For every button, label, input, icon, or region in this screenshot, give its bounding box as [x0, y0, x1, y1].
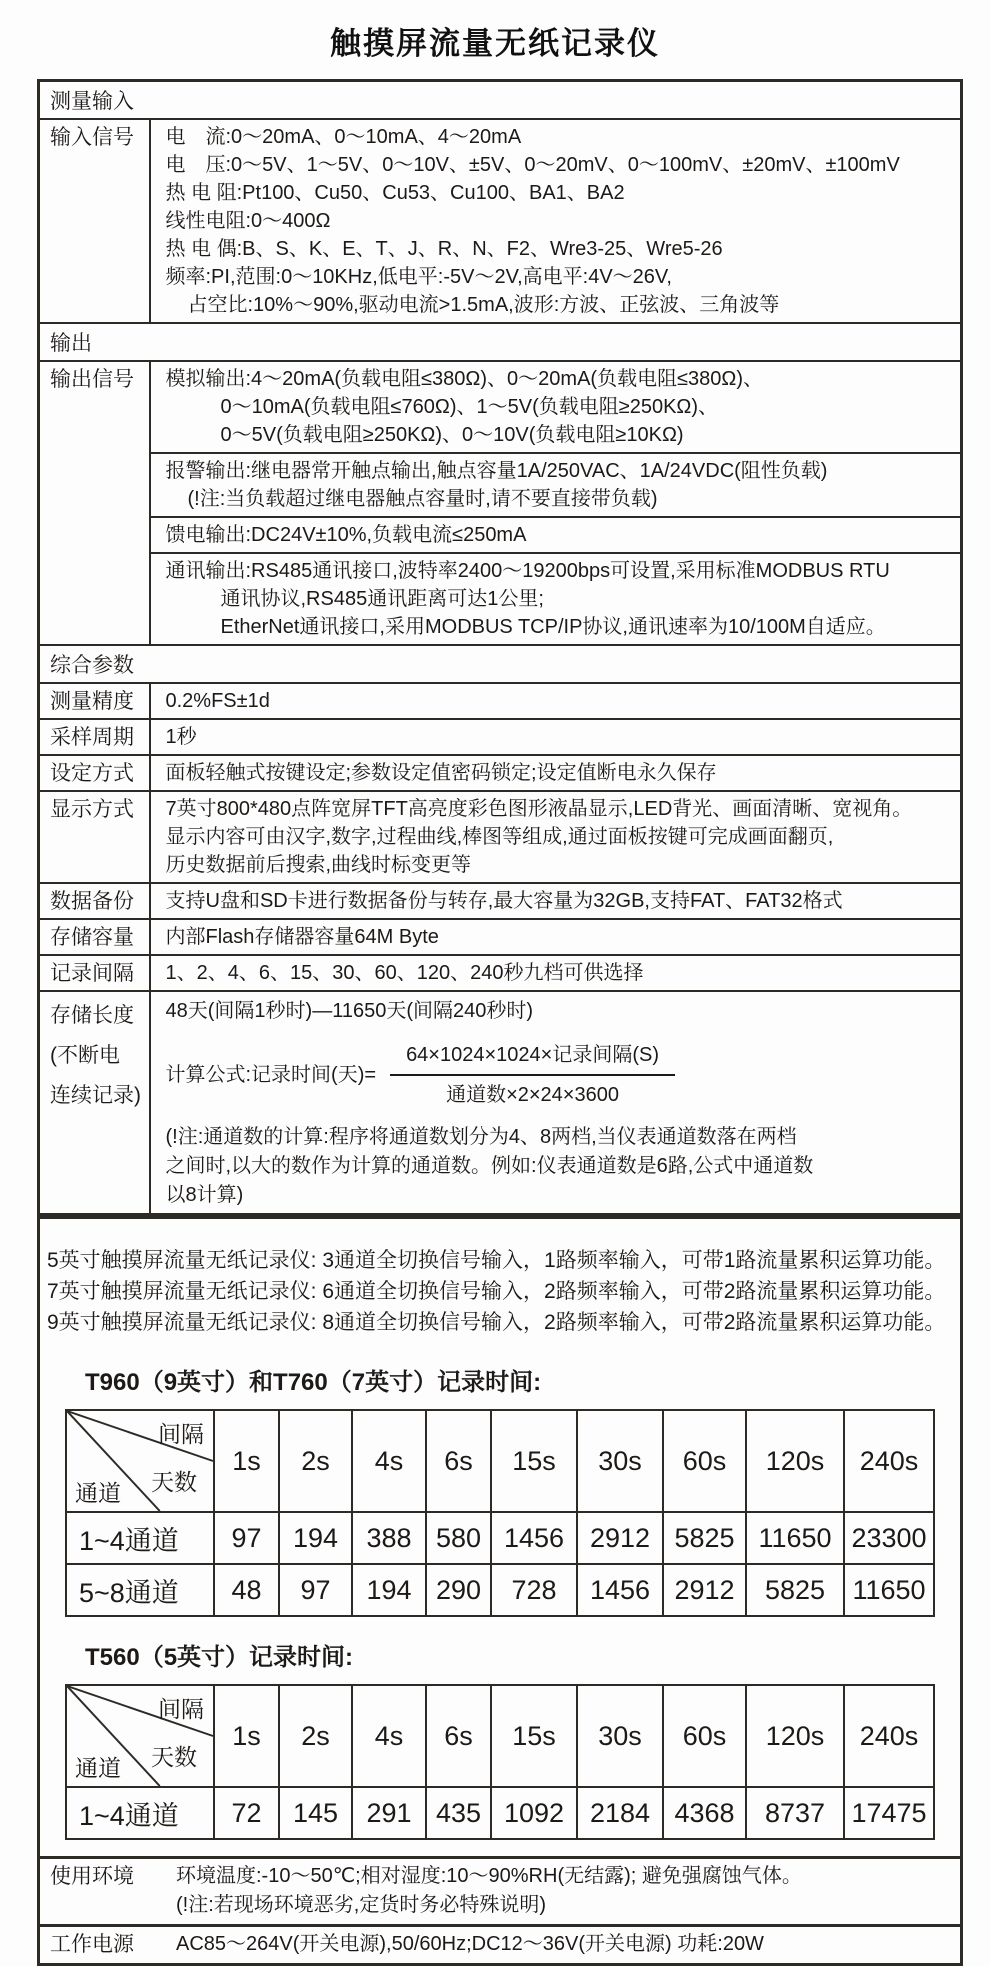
interval-header: 4s — [352, 1685, 426, 1787]
days-value: 194 — [352, 1564, 426, 1616]
storage-label-line: 存储长度 — [50, 1004, 134, 1027]
display-content — [150, 791, 962, 883]
environment-cell — [39, 1858, 962, 1926]
days-value: 580 — [426, 1512, 491, 1564]
days-value: 291 — [352, 1787, 426, 1839]
capacity-value: 内部Flash存储器容量64M Byte — [150, 919, 962, 955]
formula-denominator: 通道数×2×24×3600 — [446, 1084, 619, 1106]
interval-header: 1s — [214, 1410, 279, 1512]
row-input-signal — [39, 119, 962, 323]
days-value: 728 — [491, 1564, 577, 1616]
formula-prefix: 计算公式:记录时间(天)= — [165, 1064, 377, 1086]
analog-output-line: 0～5V(负载电阻≥250KΩ)、0～10V(负载电阻≥10KΩ) — [220, 424, 684, 446]
page-title: 触摸屏流量无纸记录仪 — [330, 26, 660, 61]
recording-table-t960-t760 — [65, 1409, 935, 1617]
sampling-label: 采样周期 — [39, 719, 150, 755]
days-value: 2184 — [577, 1787, 663, 1839]
corner-label-days: 天数 — [151, 1744, 197, 1770]
comm-output-line: 通讯协议,RS485通讯距离可达1公里; — [220, 588, 544, 610]
row-environment — [39, 1858, 962, 1926]
input-signal-line: 电 压:0～5V、1～5V、0～10V、±5V、0～20mV、0～100mV、±20mV、±100mV — [165, 154, 900, 176]
days-value: 1456 — [491, 1512, 577, 1564]
interval-header: 240s — [844, 1685, 934, 1787]
row-output-alarm — [39, 453, 962, 517]
interval-label: 记录间隔 — [39, 955, 150, 991]
backup-value: 支持U盘和SD卡进行数据备份与转存,最大容量为32GB,支持FAT、FAT32格式 — [150, 883, 962, 919]
accuracy-value: 0.2%FS±1d — [150, 683, 962, 719]
days-value: 4368 — [663, 1787, 746, 1839]
interval-header: 15s — [491, 1685, 577, 1787]
environment-content — [161, 1859, 802, 1924]
interval-header: 120s — [746, 1685, 844, 1787]
days-value: 145 — [279, 1787, 352, 1839]
diagonal-header-cell — [66, 1685, 214, 1787]
display-label: 显示方式 — [39, 791, 150, 883]
power-label: 工作电源 — [50, 1933, 134, 1956]
interval-header: 30s — [577, 1410, 663, 1512]
table-row — [66, 1787, 934, 1839]
input-signal-content — [150, 119, 962, 323]
input-signal-line: 热 电 阻:Pt100、Cu50、Cu53、Cu100、BA1、BA2 — [165, 182, 625, 204]
models-cell — [39, 1218, 962, 1858]
diagonal-header-cell — [66, 1410, 214, 1512]
corner-label-days: 天数 — [151, 1469, 197, 1495]
days-value: 5825 — [663, 1512, 746, 1564]
power-cell — [39, 1926, 962, 1965]
model-line-9inch: 9英寸触摸屏流量无纸记录仪: 8通道全切换信号输入，2路频率输入，可带2路流量累积运算功能。 — [47, 1311, 946, 1334]
days-value: 2912 — [663, 1564, 746, 1616]
sampling-value: 1秒 — [150, 719, 962, 755]
formula-numerator: 64×1024×1024×记录间隔(S) — [390, 1041, 675, 1076]
row-display — [39, 791, 962, 883]
recording-table-header-row — [66, 1685, 934, 1787]
row-accuracy — [39, 683, 962, 719]
days-value: 23300 — [844, 1512, 934, 1564]
storage-length-label — [39, 991, 150, 1215]
storage-label-line: (不断电 — [50, 1044, 120, 1067]
model-line-7inch: 7英寸触摸屏流量无纸记录仪: 6通道全切换信号输入，2路频率输入，可带2路流量累积运算功能。 — [47, 1280, 946, 1303]
interval-header: 60s — [663, 1685, 746, 1787]
section-row-measure-input — [39, 81, 962, 120]
setting-label: 设定方式 — [39, 755, 150, 791]
interval-header: 60s — [663, 1410, 746, 1512]
storage-note-line: 之间时,以大的数作为计算的通道数。例如:仪表通道数是6路,公式中通道数 — [165, 1155, 814, 1177]
row-interval — [39, 955, 962, 991]
input-signal-label: 输入信号 — [39, 119, 150, 323]
backup-label: 数据备份 — [39, 883, 150, 919]
corner-label-channel: 通道 — [75, 1755, 121, 1781]
interval-header: 2s — [279, 1685, 352, 1787]
section-row-general — [39, 645, 962, 683]
days-value: 194 — [279, 1512, 352, 1564]
setting-value: 面板轻触式按键设定;参数设定值密码锁定;设定值断电永久保存 — [150, 755, 962, 791]
section-header-output: 输出 — [39, 323, 962, 361]
output-signal-label: 输出信号 — [39, 361, 150, 645]
interval-header: 6s — [426, 1410, 491, 1512]
input-signal-line: 电 流:0～20mA、0～10mA、4～20mA — [165, 126, 522, 148]
interval-header: 1s — [214, 1685, 279, 1787]
section-header-measure-input: 测量输入 — [39, 81, 962, 120]
comm-output-line: EtherNet通讯接口,采用MODBUS TCP/IP协议,通讯速率为10/100M自适应。 — [220, 616, 886, 638]
interval-header: 4s — [352, 1410, 426, 1512]
days-value: 1092 — [491, 1787, 577, 1839]
row-storage-length — [39, 991, 962, 1215]
section-row-output — [39, 323, 962, 361]
accuracy-label: 测量精度 — [39, 683, 150, 719]
table-row — [66, 1512, 934, 1564]
row-capacity — [39, 919, 962, 955]
table-row — [66, 1564, 934, 1616]
section-header-general: 综合参数 — [39, 645, 962, 683]
row-setting — [39, 755, 962, 791]
days-value: 435 — [426, 1787, 491, 1839]
corner-label-interval: 间隔 — [158, 1696, 204, 1722]
spec-table — [37, 79, 963, 1216]
display-line: 历史数据前后搜索,曲线时标变更等 — [165, 854, 472, 876]
channel-row-label: 1~4通道 — [66, 1512, 214, 1564]
days-value: 17475 — [844, 1787, 934, 1839]
lower-table — [37, 1216, 963, 1966]
storage-label-line: 连续记录) — [50, 1084, 141, 1107]
channel-row-label: 1~4通道 — [66, 1787, 214, 1839]
alarm-output-content — [150, 453, 962, 517]
days-value: 11650 — [844, 1564, 934, 1616]
days-value: 388 — [352, 1512, 426, 1564]
storage-note-line: 以8计算) — [165, 1184, 244, 1206]
interval-header: 30s — [577, 1685, 663, 1787]
comm-output-line: 通讯输出:RS485通讯接口,波特率2400～19200bps可设置,采用标准MODBUS RTU — [165, 560, 890, 582]
alarm-output-line: 报警输出:继电器常开触点输出,触点容量1A/250VAC、1A/24VDC(阻性负载) — [165, 460, 828, 482]
analog-output-line: 0～10mA(负载电阻≤760Ω)、1～5V(负载电阻≥250KΩ)、 — [220, 396, 719, 418]
days-value: 97 — [214, 1512, 279, 1564]
display-line: 显示内容可由汉字,数字,过程曲线,棒图等组成,通过面板按键可完成画面翻页, — [165, 826, 834, 848]
days-value: 2912 — [577, 1512, 663, 1564]
input-signal-line: 频率:PI,范围:0～10KHz,低电平:-5V～2V,高电平:4V～26V, — [165, 266, 672, 288]
row-sampling — [39, 719, 962, 755]
row-models-and-tables — [39, 1218, 962, 1858]
row-output-analog — [39, 361, 962, 453]
interval-header: 2s — [279, 1410, 352, 1512]
formula-fraction — [390, 1041, 675, 1109]
input-signal-line: 热 电 偶:B、S、K、E、T、J、R、N、F2、Wre3-25、Wre5-26 — [165, 238, 723, 260]
alarm-output-line: (!注:当负载超过继电器触点容量时,请不要直接带负载) — [187, 488, 658, 510]
days-value: 72 — [214, 1787, 279, 1839]
channel-row-label: 5~8通道 — [66, 1564, 214, 1616]
feed-output-content: 馈电输出:DC24V±10%,负载电流≤250mA — [150, 517, 962, 553]
input-signal-line: 占空比:10%～90%,驱动电流>1.5mA,波形:方波、正弦波、三角波等 — [187, 294, 780, 316]
storage-range: 48天(间隔1秒时)—11650天(间隔240秒时) — [165, 1000, 534, 1022]
days-value: 290 — [426, 1564, 491, 1616]
row-backup — [39, 883, 962, 919]
interval-value: 1、2、4、6、15、30、60、120、240秒九档可供选择 — [150, 955, 962, 991]
analog-output-line: 模拟输出:4～20mA(负载电阻≤380Ω)、0～20mA(负载电阻≤380Ω)、 — [165, 368, 764, 390]
recording-table-title-t960-t760: T960（9英寸）和T760（7英寸）记录时间: — [85, 1369, 542, 1396]
environment-label: 使用环境 — [50, 1865, 134, 1888]
days-value: 5825 — [746, 1564, 844, 1616]
model-line-5inch: 5英寸触摸屏流量无纸记录仪: 3通道全切换信号输入，1路频率输入，可带1路流量累积运算功能。 — [47, 1249, 946, 1272]
days-value: 48 — [214, 1564, 279, 1616]
days-value: 97 — [279, 1564, 352, 1616]
row-power — [39, 1926, 962, 1965]
days-value: 11650 — [746, 1512, 844, 1564]
environment-line: (!注:若现场环境恶劣,定货时务必特殊说明) — [176, 1894, 546, 1916]
storage-formula — [166, 1041, 961, 1109]
spec-document — [37, 79, 963, 1966]
interval-header: 6s — [426, 1685, 491, 1787]
interval-header: 120s — [746, 1410, 844, 1512]
environment-line: 环境温度:-10～50℃;相对湿度:10～90%RH(无结露); 避免强腐蚀气体。 — [176, 1865, 802, 1887]
power-value: AC85～264V(开关电源),50/60Hz;DC12～36V(开关电源) 功耗:20W — [176, 1933, 764, 1955]
display-line: 7英寸800*480点阵宽屏TFT高亮度彩色图形液晶显示,LED背光、画面清晰、宽视角。 — [165, 798, 913, 820]
interval-header: 15s — [491, 1410, 577, 1512]
storage-length-content — [150, 991, 962, 1215]
comm-output-content — [150, 553, 962, 645]
row-output-comm — [39, 553, 962, 645]
capacity-label: 存储容量 — [39, 919, 150, 955]
row-output-feed — [39, 517, 962, 553]
recording-table-t560 — [65, 1684, 935, 1840]
recording-table-title-t560: T560（5英寸）记录时间: — [85, 1644, 354, 1671]
days-value: 1456 — [577, 1564, 663, 1616]
storage-notes — [166, 1123, 961, 1210]
corner-label-interval: 间隔 — [158, 1421, 204, 1447]
analog-output-content — [150, 361, 962, 453]
days-value: 8737 — [746, 1787, 844, 1839]
corner-label-channel: 通道 — [75, 1480, 121, 1506]
interval-header: 240s — [844, 1410, 934, 1512]
recording-table-header-row — [66, 1410, 934, 1512]
storage-note-line: (!注:通道数的计算:程序将通道数划分为4、8两档,当仪表通道数落在两档 — [165, 1126, 797, 1148]
input-signal-line: 线性电阻:0～400Ω — [165, 210, 331, 232]
